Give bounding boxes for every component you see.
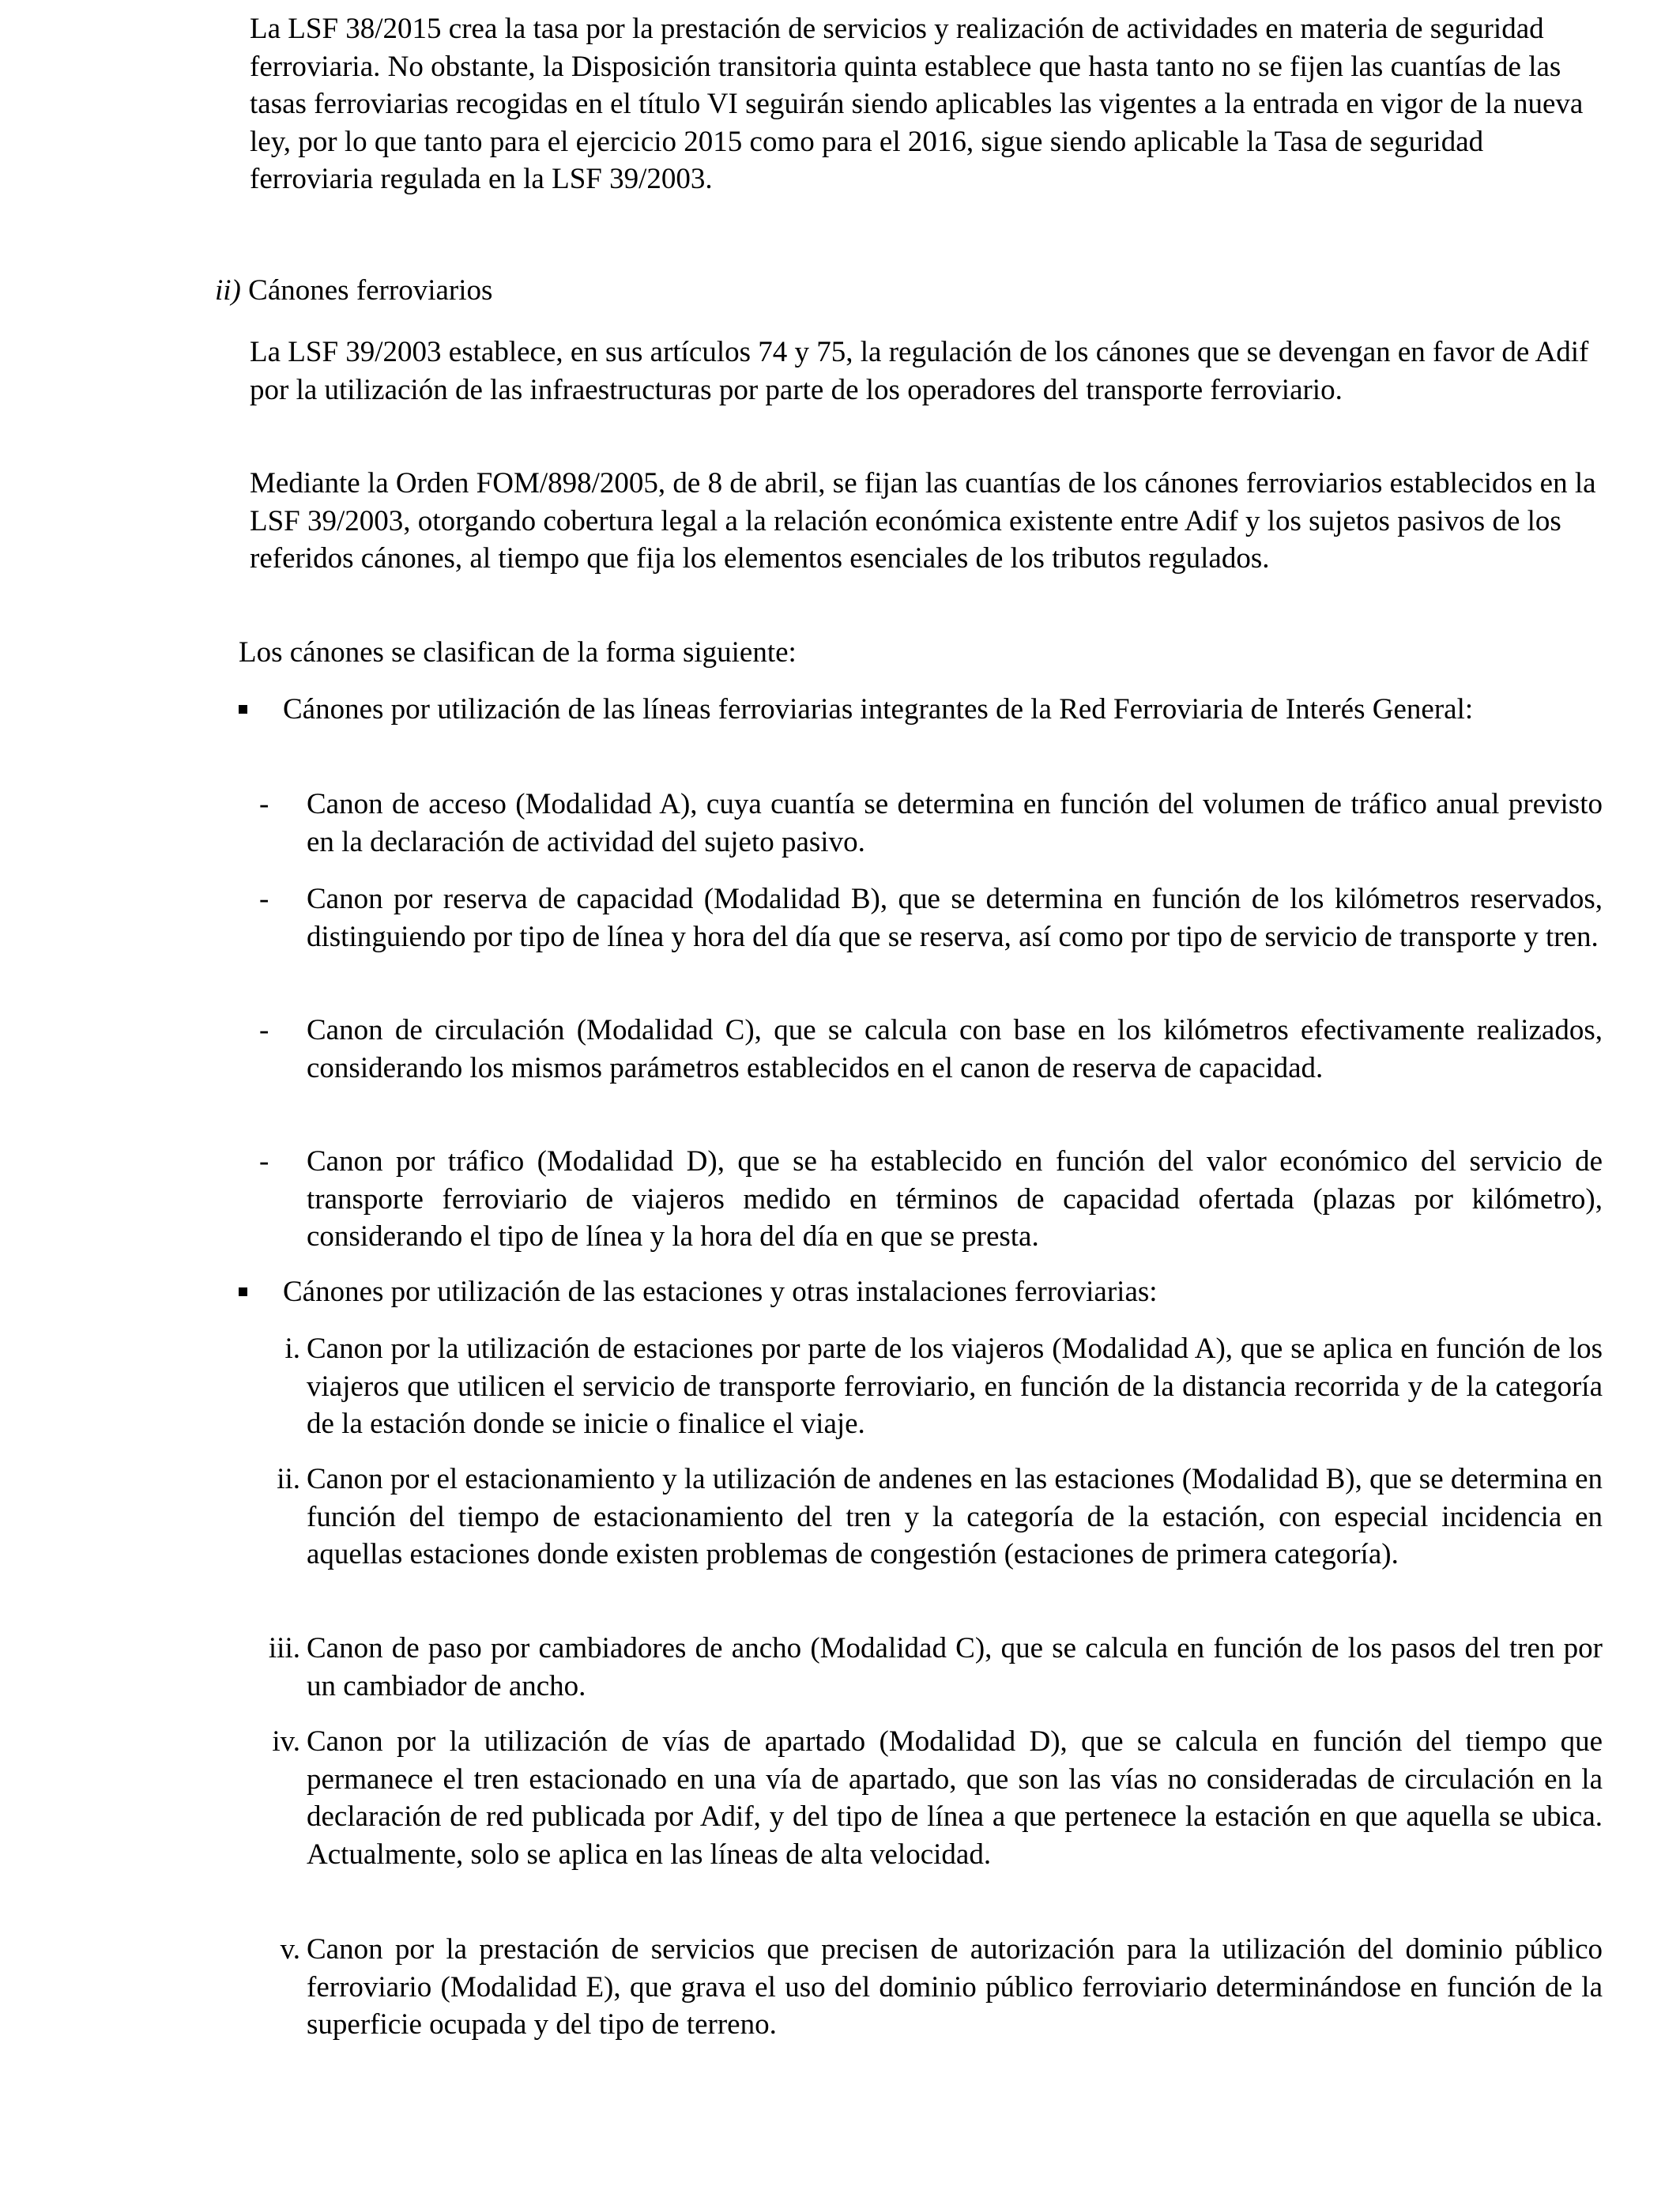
list-item-marker: ii. — [277, 1463, 300, 1495]
square-bullet-icon — [239, 1287, 247, 1296]
list-item-text: Canon de paso por cambiadores de ancho (Modalidad C), que se calcula en función de los pasos del tren por un cambiador de ancho. — [307, 1632, 1603, 1702]
section-heading-title: Cánones ferroviarios — [248, 274, 493, 307]
list-item-text: Canon por reserva de capacidad (Modalidad B), que se determina en función de los kilómetros reservados, distinguiendo por tipo de línea y hora del día que se reserva, así como por tipo de servicio de transporte y tren. — [307, 883, 1603, 953]
list-item-text: Canon de acceso (Modalidad A), cuya cuantía se determina en función del volumen de tráfico anual previsto en la declaración de actividad del sujeto pasivo. — [307, 788, 1603, 858]
list-item-marker: - — [259, 1145, 269, 1178]
bullet-stations-title: Cánones por utilización de las estaciones y otras instalaciones ferroviarias: — [283, 1276, 1158, 1308]
list-item-marker: iii. — [268, 1632, 300, 1664]
list-item-text: Canon de circulación (Modalidad C), que se calcula con base en los kilómetros efectivamente realizados, considerando los mismos parámetros establecidos en el canon de reserva de capacidad. — [307, 1014, 1603, 1084]
list-item-text: Canon por el estacionamiento y la utilización de andenes en las estaciones (Modalidad B), que se determina en función del tiempo de estacionamiento del tren y la categoría de la estación, con especial incidencia en aquellas estaciones donde existen problemas de congestión (estaciones de primera categoría). — [307, 1463, 1603, 1570]
square-bullet-icon — [239, 705, 247, 714]
list-item-text: Canon por tráfico (Modalidad D), que se ha establecido en función del valor económico del servicio de transporte ferroviario de viajeros medido en términos de capacidad ofertada (plazas por kilómetro), considerando el tipo de línea y la hora del día en que se presta. — [307, 1145, 1603, 1253]
paragraph-lsf-38-2015: La LSF 38/2015 crea la tasa por la prestación de servicios y realización de actividades en materia de seguridad ferroviaria. No obstante, la Disposición transitoria quinta establece que hasta tanto no se fijen las cuantías de las tasas ferroviarias recogidas en el título VI seguirán siendo aplicables las vigentes a la entrada en vigor de la nueva ley, por lo que tanto para el ejercicio 2015 como para el 2016, sigue siendo aplicable la Tasa de seguridad ferroviaria regulada en la LSF 39/2003. — [250, 13, 1584, 195]
list-item-marker: - — [259, 1014, 269, 1046]
classification-intro: Los cánones se clasifican de la forma siguiente: — [239, 636, 797, 669]
paragraph-orden-fom: Mediante la Orden FOM/898/2005, de 8 de abril, se fijan las cuantías de los cánones ferroviarios establecidos en la LSF 39/2003, otorgando cobertura legal a la relación económica existente entre Adif y los sujetos pasivos de los referidos cánones, al tiempo que fija los elementos esenciales de los tributos regulados. — [250, 467, 1596, 575]
paragraph-lsf-39-2003: La LSF 39/2003 establece, en sus artículos 74 y 75, la regulación de los cánones que se devengan en favor de Adif por la utilización de las infraestructuras por parte de los operadores del transporte ferroviario. — [250, 336, 1589, 406]
list-item-marker: - — [259, 883, 269, 915]
list-item-marker: v. — [280, 1933, 300, 1966]
bullet-lines-title: Cánones por utilización de las líneas ferroviarias integrantes de la Red Ferroviaria de Interés General: — [283, 693, 1474, 726]
list-item-text: Canon por la utilización de estaciones por parte de los viajeros (Modalidad A), que se aplica en función de los viajeros que utilicen el servicio de transporte ferroviario, en función de la distancia recorrida y de la categoría de la estación donde se inicie o finalice el viaje. — [307, 1333, 1603, 1440]
section-heading-numeral: ii) — [215, 274, 241, 307]
list-item-text: Canon por la prestación de servicios que precisen de autorización para la utilización del dominio público ferroviario (Modalidad E), que grava el uso del dominio público ferroviario determinándose en función de la superficie ocupada y del tipo de terreno. — [307, 1933, 1603, 2041]
list-item-marker: - — [259, 788, 269, 820]
list-item-marker: i. — [284, 1333, 300, 1365]
list-item-marker: iv. — [272, 1725, 300, 1758]
section-heading — [215, 272, 492, 310]
list-item-text: Canon por la utilización de vías de apartado (Modalidad D), que se calcula en función del tiempo que permanece el tren estacionado en una vía de apartado, que son las vías no consideradas de circulación en la declaración de red publicada por Adif, y del tipo de línea a que pertenece la estación en que aquella se ubica. Actualmente, solo se aplica en las líneas de alta velocidad. — [307, 1725, 1603, 1871]
